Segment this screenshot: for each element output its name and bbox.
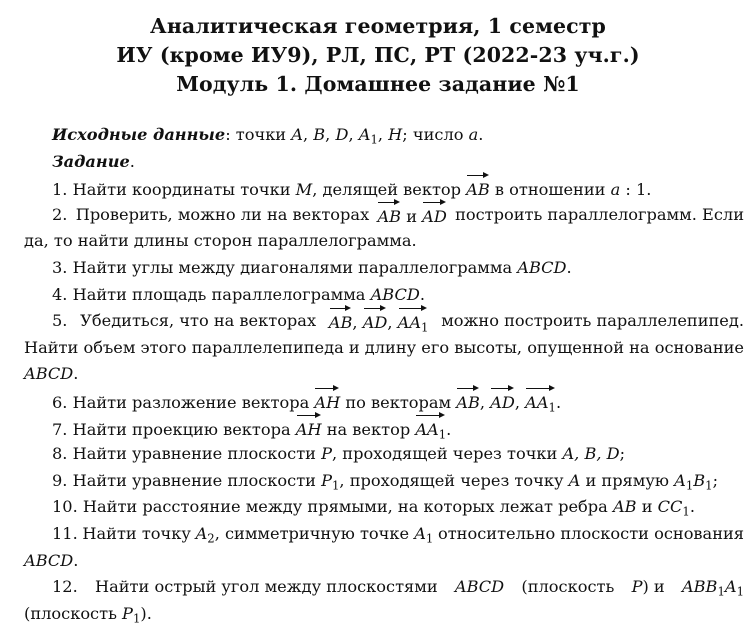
task-5-cont: Найти объем этого параллелепипеда и длину его высоты, опущенной на основание (24, 337, 744, 357)
task-text: ). (140, 603, 152, 623)
task-text: . (689, 497, 695, 517)
subscript: 1 (132, 610, 141, 625)
task-text: , проходящей через точку (339, 470, 569, 490)
task-text: . (419, 284, 426, 304)
math-var: CC (657, 497, 683, 517)
vector-ad: AD (363, 308, 388, 337)
math-var: a (610, 180, 621, 200)
task-number: 7. (52, 419, 68, 439)
task-text: , симметричную точке (214, 523, 415, 543)
course-title: Аналитическая геометрия, 1 семестр (150, 14, 606, 38)
task-text: Найти площадь параллелограмма (72, 284, 371, 304)
point-var: A (358, 125, 371, 144)
task-text: Найти расстояние между прямыми, на которых лежат ребра (82, 497, 613, 517)
math-var: A (414, 523, 426, 543)
subscript: 1 (425, 531, 434, 546)
math-var: ABCD (24, 550, 74, 570)
subscript: 1 (685, 477, 694, 492)
task-text: : 1. (620, 180, 652, 200)
subscript: 1 (682, 504, 690, 519)
vector-ah: AH (314, 388, 340, 417)
course-groups: ИУ (кроме ИУ9), РЛ, ПС, РТ (2022-23 уч.г.) (116, 43, 640, 67)
task-text: по векторам (340, 392, 457, 412)
task-2 (24, 202, 744, 229)
task-text: . (73, 364, 79, 384)
math-var: ABCD (24, 364, 74, 384)
vector-aa1 (415, 415, 446, 444)
math-var: P (321, 444, 332, 464)
task-2-cont: да, то найти длины сторон параллелограмма. (24, 231, 417, 251)
task-7 (24, 415, 744, 442)
task-number: 12. (52, 577, 78, 597)
math-var: ABCD (454, 577, 505, 597)
task-number: 6. (52, 392, 68, 412)
task-text: . (73, 550, 79, 570)
math-var: A (568, 470, 581, 490)
task-number: 11. (52, 523, 78, 543)
math-var: B (693, 470, 706, 490)
task-text: и (636, 497, 658, 517)
point-var: B (313, 125, 326, 144)
task-text: , проходящей через точки (332, 444, 563, 464)
task-5-cont2 (24, 361, 744, 388)
task-number: 9. (52, 470, 68, 490)
task-12 (24, 574, 744, 601)
math-var: A, B, D (562, 444, 620, 464)
vector-ad: AD (422, 202, 447, 231)
math-var: AB (612, 497, 637, 517)
vector-label: AA (525, 392, 549, 412)
document-header (0, 12, 756, 99)
task-10 (24, 494, 744, 521)
math-var: P (122, 603, 133, 623)
task-number: 2. (52, 204, 68, 224)
task-label: Задание (52, 151, 130, 171)
math-var: A (674, 470, 686, 490)
task-text: Убедиться, что на векторах (80, 311, 317, 331)
vector-ab: AB (456, 388, 480, 417)
task-text: Найти уравнение плоскости (72, 444, 322, 464)
vector-ab: AB (466, 175, 490, 204)
task-text: Найти проекцию вектора (72, 419, 296, 439)
math-var: A (724, 577, 737, 597)
task-text: относительно плоскости основания (437, 523, 744, 543)
task-number: 4. (52, 284, 68, 304)
task-number: 8. (52, 444, 68, 464)
task-number: 5. (52, 311, 68, 331)
task-text: ) и (642, 577, 665, 597)
subscript: 1 (717, 584, 725, 599)
task-text: на вектор (321, 419, 416, 439)
subscript: 1 (370, 132, 378, 147)
task-text: Найти острый угол между плоскостями (95, 577, 438, 597)
subscript: 1 (438, 426, 447, 441)
task-text: ; (712, 470, 719, 490)
number-var: a (468, 125, 479, 144)
task-3 (24, 255, 744, 282)
task-text: Проверить, можно ли на векторах (75, 204, 370, 224)
task-text: Найти углы между диагоналями параллелограмма (72, 257, 518, 277)
vector-label: AA (415, 419, 439, 439)
task-5: 5. Убедиться, что на векторах AB, AD, $AA_1$ можно построить параллелепипед. (24, 308, 744, 335)
task-text: Найти координаты точки (72, 180, 296, 200)
task-number: 1. (52, 180, 68, 200)
task-text: и (401, 206, 423, 226)
math-var: P (631, 577, 643, 597)
task-number: 10. (52, 497, 78, 517)
vector-ad: AD (490, 388, 515, 417)
subscript: 2 (207, 531, 215, 546)
math-var: ABCD (370, 284, 420, 304)
subscript: 1 (332, 477, 340, 492)
task-4 (24, 282, 744, 309)
task-text: Найти точку (82, 523, 191, 543)
task-6: 6. Найти разложение вектора AH по векторам AB, AD, $AA_1$. (24, 388, 744, 415)
math-var: A (195, 523, 208, 543)
task-12-cont (24, 601, 744, 628)
task-text: , делящей вектор (312, 180, 467, 200)
document-body (24, 122, 744, 627)
task-text: (плоскость (521, 577, 615, 597)
subscript: 1 (705, 477, 713, 492)
task-text: . (555, 392, 562, 412)
point-var: D (335, 125, 349, 144)
task-11 (24, 521, 744, 548)
task-text: Найти уравнение плоскости (72, 470, 322, 490)
vector-ab: AB (377, 202, 401, 231)
point-var: H (388, 125, 403, 144)
task-text: и прямую (580, 470, 675, 490)
math-var: P (321, 470, 332, 490)
initial-data-line: Исходные данные: точки A, B, D, $A_1$, H; число a. (52, 125, 484, 147)
subscript: 1 (421, 320, 429, 335)
task-text: в отношении (489, 180, 611, 200)
subscript: 1 (548, 400, 556, 415)
task-text: можно построить параллелепипед. (441, 311, 744, 331)
task-text: ; (619, 444, 626, 464)
initial-data-label: Исходные данные (52, 125, 226, 144)
vector-ah: AH (296, 415, 322, 444)
vector-label: AA (397, 313, 422, 333)
task-text: . (446, 419, 452, 439)
number-text: ; число (402, 125, 469, 144)
initial-data-text: : точки (225, 125, 292, 144)
task-number: 3. (52, 257, 68, 277)
vector-aa1 (398, 308, 429, 337)
task-11-cont (24, 548, 744, 575)
point-var: A (291, 125, 303, 144)
math-var: M (295, 180, 313, 200)
task-1 (24, 175, 744, 202)
task-text: (плоскость (24, 603, 123, 623)
math-var: ABCD (517, 257, 567, 277)
module-title: Модуль 1. Домашнее задание №1 (176, 72, 580, 96)
task-text: Найти разложение вектора (72, 392, 315, 412)
subscript: 1 (736, 584, 744, 599)
task-9 (24, 468, 744, 495)
task-text: . (566, 257, 572, 277)
math-var: ABB (681, 577, 718, 597)
task-8 (24, 441, 744, 468)
vector-ab: AB (329, 308, 353, 337)
task-label-line: Задание. (52, 151, 135, 171)
vector-aa1 (525, 388, 556, 417)
task-text: построить параллелограмм. Если (455, 204, 744, 224)
